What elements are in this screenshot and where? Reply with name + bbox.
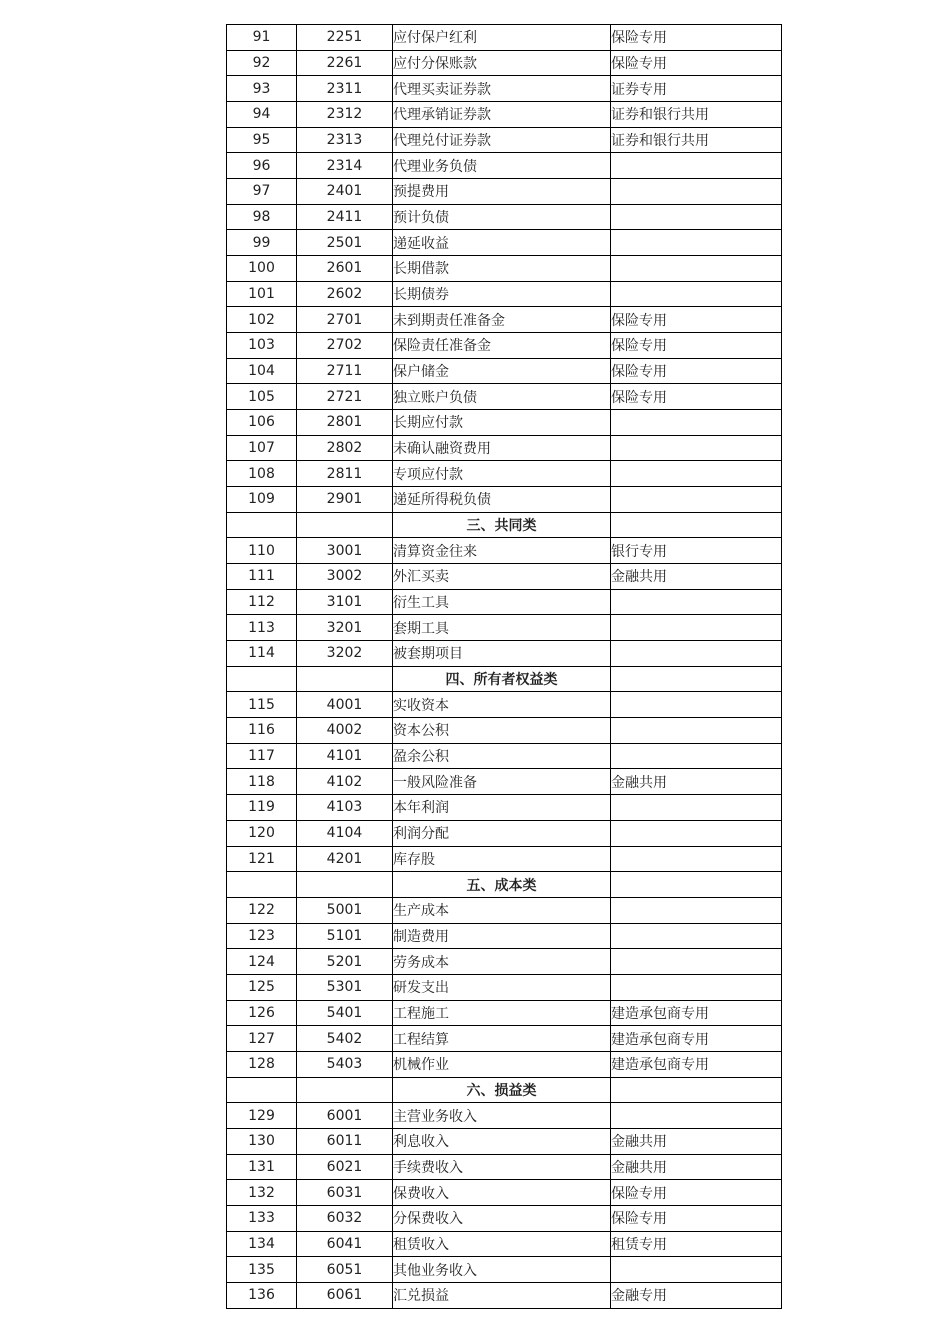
account-name-cell: 预计负债 bbox=[393, 204, 611, 230]
account-name-cell: 未到期责任准备金 bbox=[393, 307, 611, 333]
note-cell bbox=[611, 692, 782, 718]
account-code-cell: 3201 bbox=[297, 615, 393, 641]
account-name-cell: 独立账户负债 bbox=[393, 384, 611, 410]
account-code-cell: 2261 bbox=[297, 50, 393, 76]
table-row bbox=[227, 127, 782, 153]
row-number-cell: 100 bbox=[227, 256, 297, 282]
account-code-cell: 6041 bbox=[297, 1231, 393, 1257]
account-code-cell: 4101 bbox=[297, 743, 393, 769]
row-number-cell: 110 bbox=[227, 538, 297, 564]
note-cell: 保险专用 bbox=[611, 25, 782, 51]
account-code-cell: 5301 bbox=[297, 974, 393, 1000]
account-code-cell: 3202 bbox=[297, 641, 393, 667]
table-row bbox=[227, 487, 782, 513]
table-row bbox=[227, 1231, 782, 1257]
table-row bbox=[227, 1180, 782, 1206]
account-name-cell: 长期应付款 bbox=[393, 410, 611, 436]
account-name-cell: 递延收益 bbox=[393, 230, 611, 256]
table-row bbox=[227, 1103, 782, 1129]
section-title: 五、成本类 bbox=[393, 872, 611, 898]
account-name-cell: 外汇买卖 bbox=[393, 564, 611, 590]
table-row bbox=[227, 846, 782, 872]
account-name-cell: 库存股 bbox=[393, 846, 611, 872]
note-cell bbox=[611, 718, 782, 744]
row-number-cell: 111 bbox=[227, 564, 297, 590]
account-name-cell: 手续费收入 bbox=[393, 1154, 611, 1180]
table-row bbox=[227, 230, 782, 256]
account-code-cell: 2701 bbox=[297, 307, 393, 333]
note-cell bbox=[611, 666, 782, 692]
account-name-cell: 分保费收入 bbox=[393, 1205, 611, 1231]
table-row bbox=[227, 102, 782, 128]
row-number-cell: 104 bbox=[227, 358, 297, 384]
note-cell bbox=[611, 795, 782, 821]
account-code-cell: 5201 bbox=[297, 949, 393, 975]
account-code-cell: 4002 bbox=[297, 718, 393, 744]
note-cell bbox=[611, 974, 782, 1000]
row-number-cell: 98 bbox=[227, 204, 297, 230]
account-code-cell: 2501 bbox=[297, 230, 393, 256]
row-number-cell: 132 bbox=[227, 1180, 297, 1206]
row-number-cell: 127 bbox=[227, 1026, 297, 1052]
accounts-table bbox=[226, 24, 782, 1309]
account-name-cell: 其他业务收入 bbox=[393, 1257, 611, 1283]
table-row bbox=[227, 974, 782, 1000]
account-code-cell: 2901 bbox=[297, 487, 393, 513]
row-number-cell: 101 bbox=[227, 281, 297, 307]
account-code-cell: 6051 bbox=[297, 1257, 393, 1283]
account-name-cell: 利息收入 bbox=[393, 1128, 611, 1154]
account-code-cell: 2721 bbox=[297, 384, 393, 410]
note-cell bbox=[611, 512, 782, 538]
note-cell bbox=[611, 949, 782, 975]
table-row bbox=[227, 1257, 782, 1283]
row-number-cell: 115 bbox=[227, 692, 297, 718]
row-number-cell: 99 bbox=[227, 230, 297, 256]
row-number-cell: 92 bbox=[227, 50, 297, 76]
note-cell bbox=[611, 589, 782, 615]
note-cell: 保险专用 bbox=[611, 1180, 782, 1206]
row-number-cell: 122 bbox=[227, 897, 297, 923]
row-number-cell: 119 bbox=[227, 795, 297, 821]
row-number-cell: 95 bbox=[227, 127, 297, 153]
account-name-cell: 劳务成本 bbox=[393, 949, 611, 975]
account-code-cell: 2313 bbox=[297, 127, 393, 153]
account-code-cell bbox=[297, 1077, 393, 1103]
account-code-cell: 2601 bbox=[297, 256, 393, 282]
account-name-cell: 一般风险准备 bbox=[393, 769, 611, 795]
account-name-cell: 租赁收入 bbox=[393, 1231, 611, 1257]
account-name-cell: 代理业务负债 bbox=[393, 153, 611, 179]
account-code-cell: 3101 bbox=[297, 589, 393, 615]
row-number-cell: 128 bbox=[227, 1051, 297, 1077]
note-cell bbox=[611, 256, 782, 282]
note-cell bbox=[611, 820, 782, 846]
row-number-cell: 91 bbox=[227, 25, 297, 51]
note-cell bbox=[611, 872, 782, 898]
row-number-cell: 120 bbox=[227, 820, 297, 846]
row-number-cell: 105 bbox=[227, 384, 297, 410]
account-code-cell bbox=[297, 872, 393, 898]
row-number-cell: 118 bbox=[227, 769, 297, 795]
note-cell: 证券和银行共用 bbox=[611, 127, 782, 153]
table-row bbox=[227, 1128, 782, 1154]
row-number-cell: 114 bbox=[227, 641, 297, 667]
account-code-cell: 2411 bbox=[297, 204, 393, 230]
account-name-cell: 应付分保账款 bbox=[393, 50, 611, 76]
row-number-cell: 125 bbox=[227, 974, 297, 1000]
row-number-cell: 130 bbox=[227, 1128, 297, 1154]
account-code-cell: 6001 bbox=[297, 1103, 393, 1129]
account-code-cell: 6032 bbox=[297, 1205, 393, 1231]
table-row bbox=[227, 769, 782, 795]
account-name-cell: 机械作业 bbox=[393, 1051, 611, 1077]
row-number-cell: 94 bbox=[227, 102, 297, 128]
table-row bbox=[227, 358, 782, 384]
account-name-cell: 衍生工具 bbox=[393, 589, 611, 615]
note-cell bbox=[611, 281, 782, 307]
row-number-cell: 124 bbox=[227, 949, 297, 975]
row-number-cell: 134 bbox=[227, 1231, 297, 1257]
note-cell: 保险专用 bbox=[611, 1205, 782, 1231]
account-code-cell: 4102 bbox=[297, 769, 393, 795]
account-code-cell: 2314 bbox=[297, 153, 393, 179]
note-cell: 银行专用 bbox=[611, 538, 782, 564]
note-cell bbox=[611, 487, 782, 513]
account-name-cell: 研发支出 bbox=[393, 974, 611, 1000]
section-header-row bbox=[227, 666, 782, 692]
row-number-cell bbox=[227, 666, 297, 692]
account-name-cell: 清算资金往来 bbox=[393, 538, 611, 564]
table-row bbox=[227, 76, 782, 102]
account-name-cell: 长期债券 bbox=[393, 281, 611, 307]
row-number-cell: 133 bbox=[227, 1205, 297, 1231]
row-number-cell: 103 bbox=[227, 333, 297, 359]
account-name-cell: 代理买卖证券款 bbox=[393, 76, 611, 102]
table-row bbox=[227, 1026, 782, 1052]
section-title: 六、损益类 bbox=[393, 1077, 611, 1103]
account-code-cell: 5401 bbox=[297, 1000, 393, 1026]
section-header-row bbox=[227, 872, 782, 898]
account-code-cell: 5001 bbox=[297, 897, 393, 923]
note-cell: 建造承包商专用 bbox=[611, 1051, 782, 1077]
table-row bbox=[227, 1000, 782, 1026]
note-cell bbox=[611, 897, 782, 923]
account-code-cell: 4104 bbox=[297, 820, 393, 846]
table-row bbox=[227, 384, 782, 410]
table-row bbox=[227, 692, 782, 718]
accounts-table-body bbox=[227, 25, 782, 1309]
note-cell bbox=[611, 435, 782, 461]
section-title: 三、共同类 bbox=[393, 512, 611, 538]
table-row bbox=[227, 923, 782, 949]
table-row bbox=[227, 820, 782, 846]
note-cell: 金融共用 bbox=[611, 1128, 782, 1154]
account-name-cell: 专项应付款 bbox=[393, 461, 611, 487]
section-header-row bbox=[227, 512, 782, 538]
account-code-cell: 6011 bbox=[297, 1128, 393, 1154]
account-name-cell: 制造费用 bbox=[393, 923, 611, 949]
note-cell: 证券和银行共用 bbox=[611, 102, 782, 128]
note-cell: 建造承包商专用 bbox=[611, 1000, 782, 1026]
account-name-cell: 代理兑付证券款 bbox=[393, 127, 611, 153]
note-cell bbox=[611, 179, 782, 205]
account-code-cell: 5101 bbox=[297, 923, 393, 949]
row-number-cell: 106 bbox=[227, 410, 297, 436]
row-number-cell: 121 bbox=[227, 846, 297, 872]
account-code-cell: 2312 bbox=[297, 102, 393, 128]
table-row bbox=[227, 1282, 782, 1308]
account-name-cell: 实收资本 bbox=[393, 692, 611, 718]
table-row bbox=[227, 50, 782, 76]
account-name-cell: 长期借款 bbox=[393, 256, 611, 282]
row-number-cell: 136 bbox=[227, 1282, 297, 1308]
row-number-cell: 107 bbox=[227, 435, 297, 461]
section-title: 四、所有者权益类 bbox=[393, 666, 611, 692]
account-code-cell: 3001 bbox=[297, 538, 393, 564]
table-row bbox=[227, 204, 782, 230]
note-cell bbox=[611, 846, 782, 872]
row-number-cell bbox=[227, 872, 297, 898]
account-name-cell: 汇兑损益 bbox=[393, 1282, 611, 1308]
table-row bbox=[227, 949, 782, 975]
table-row bbox=[227, 333, 782, 359]
row-number-cell: 113 bbox=[227, 615, 297, 641]
account-code-cell: 4103 bbox=[297, 795, 393, 821]
note-cell: 金融共用 bbox=[611, 564, 782, 590]
note-cell bbox=[611, 461, 782, 487]
note-cell: 金融共用 bbox=[611, 1154, 782, 1180]
account-code-cell: 4201 bbox=[297, 846, 393, 872]
table-row bbox=[227, 795, 782, 821]
table-row bbox=[227, 1154, 782, 1180]
table-row bbox=[227, 641, 782, 667]
row-number-cell: 96 bbox=[227, 153, 297, 179]
row-number-cell: 108 bbox=[227, 461, 297, 487]
note-cell bbox=[611, 1077, 782, 1103]
account-name-cell: 工程结算 bbox=[393, 1026, 611, 1052]
table-row bbox=[227, 589, 782, 615]
account-code-cell: 5402 bbox=[297, 1026, 393, 1052]
account-code-cell: 2702 bbox=[297, 333, 393, 359]
note-cell: 保险专用 bbox=[611, 50, 782, 76]
account-code-cell: 2251 bbox=[297, 25, 393, 51]
note-cell bbox=[611, 1257, 782, 1283]
note-cell: 金融专用 bbox=[611, 1282, 782, 1308]
table-row bbox=[227, 25, 782, 51]
note-cell bbox=[611, 410, 782, 436]
account-name-cell: 本年利润 bbox=[393, 795, 611, 821]
note-cell: 金融共用 bbox=[611, 769, 782, 795]
row-number-cell: 109 bbox=[227, 487, 297, 513]
account-name-cell: 套期工具 bbox=[393, 615, 611, 641]
account-code-cell: 2801 bbox=[297, 410, 393, 436]
account-name-cell: 预提费用 bbox=[393, 179, 611, 205]
row-number-cell: 126 bbox=[227, 1000, 297, 1026]
account-name-cell: 盈余公积 bbox=[393, 743, 611, 769]
account-name-cell: 保户储金 bbox=[393, 358, 611, 384]
section-header-row bbox=[227, 1077, 782, 1103]
account-code-cell: 2711 bbox=[297, 358, 393, 384]
row-number-cell: 112 bbox=[227, 589, 297, 615]
table-row bbox=[227, 718, 782, 744]
note-cell bbox=[611, 923, 782, 949]
table-row bbox=[227, 1205, 782, 1231]
table-row bbox=[227, 153, 782, 179]
table-row bbox=[227, 564, 782, 590]
note-cell: 租赁专用 bbox=[611, 1231, 782, 1257]
row-number-cell: 116 bbox=[227, 718, 297, 744]
table-row bbox=[227, 410, 782, 436]
row-number-cell: 123 bbox=[227, 923, 297, 949]
account-name-cell: 保费收入 bbox=[393, 1180, 611, 1206]
account-code-cell: 2802 bbox=[297, 435, 393, 461]
row-number-cell: 93 bbox=[227, 76, 297, 102]
note-cell bbox=[611, 743, 782, 769]
table-row bbox=[227, 743, 782, 769]
account-name-cell: 被套期项目 bbox=[393, 641, 611, 667]
note-cell bbox=[611, 641, 782, 667]
account-code-cell bbox=[297, 512, 393, 538]
account-code-cell bbox=[297, 666, 393, 692]
account-name-cell: 未确认融资费用 bbox=[393, 435, 611, 461]
account-name-cell: 递延所得税负债 bbox=[393, 487, 611, 513]
note-cell bbox=[611, 615, 782, 641]
note-cell bbox=[611, 230, 782, 256]
account-name-cell: 资本公积 bbox=[393, 718, 611, 744]
table-row bbox=[227, 179, 782, 205]
table-row bbox=[227, 461, 782, 487]
row-number-cell: 117 bbox=[227, 743, 297, 769]
account-name-cell: 生产成本 bbox=[393, 897, 611, 923]
note-cell: 保险专用 bbox=[611, 307, 782, 333]
note-cell: 保险专用 bbox=[611, 384, 782, 410]
table-row bbox=[227, 615, 782, 641]
row-number-cell: 102 bbox=[227, 307, 297, 333]
account-code-cell: 6021 bbox=[297, 1154, 393, 1180]
account-name-cell: 保险责任准备金 bbox=[393, 333, 611, 359]
note-cell bbox=[611, 1103, 782, 1129]
table-row bbox=[227, 256, 782, 282]
note-cell bbox=[611, 153, 782, 179]
account-code-cell: 2811 bbox=[297, 461, 393, 487]
account-code-cell: 4001 bbox=[297, 692, 393, 718]
account-name-cell: 利润分配 bbox=[393, 820, 611, 846]
account-code-cell: 2401 bbox=[297, 179, 393, 205]
note-cell: 证券专用 bbox=[611, 76, 782, 102]
account-code-cell: 2602 bbox=[297, 281, 393, 307]
table-row bbox=[227, 1051, 782, 1077]
row-number-cell: 129 bbox=[227, 1103, 297, 1129]
row-number-cell: 131 bbox=[227, 1154, 297, 1180]
account-name-cell: 工程施工 bbox=[393, 1000, 611, 1026]
account-name-cell: 应付保户红利 bbox=[393, 25, 611, 51]
table-row bbox=[227, 897, 782, 923]
note-cell: 保险专用 bbox=[611, 358, 782, 384]
note-cell bbox=[611, 204, 782, 230]
account-code-cell: 6061 bbox=[297, 1282, 393, 1308]
account-code-cell: 6031 bbox=[297, 1180, 393, 1206]
row-number-cell: 135 bbox=[227, 1257, 297, 1283]
row-number-cell bbox=[227, 512, 297, 538]
table-row bbox=[227, 435, 782, 461]
table-row bbox=[227, 307, 782, 333]
row-number-cell bbox=[227, 1077, 297, 1103]
account-code-cell: 2311 bbox=[297, 76, 393, 102]
note-cell: 保险专用 bbox=[611, 333, 782, 359]
account-name-cell: 主营业务收入 bbox=[393, 1103, 611, 1129]
account-code-cell: 5403 bbox=[297, 1051, 393, 1077]
table-row bbox=[227, 281, 782, 307]
row-number-cell: 97 bbox=[227, 179, 297, 205]
note-cell: 建造承包商专用 bbox=[611, 1026, 782, 1052]
account-name-cell: 代理承销证券款 bbox=[393, 102, 611, 128]
account-code-cell: 3002 bbox=[297, 564, 393, 590]
table-row bbox=[227, 538, 782, 564]
